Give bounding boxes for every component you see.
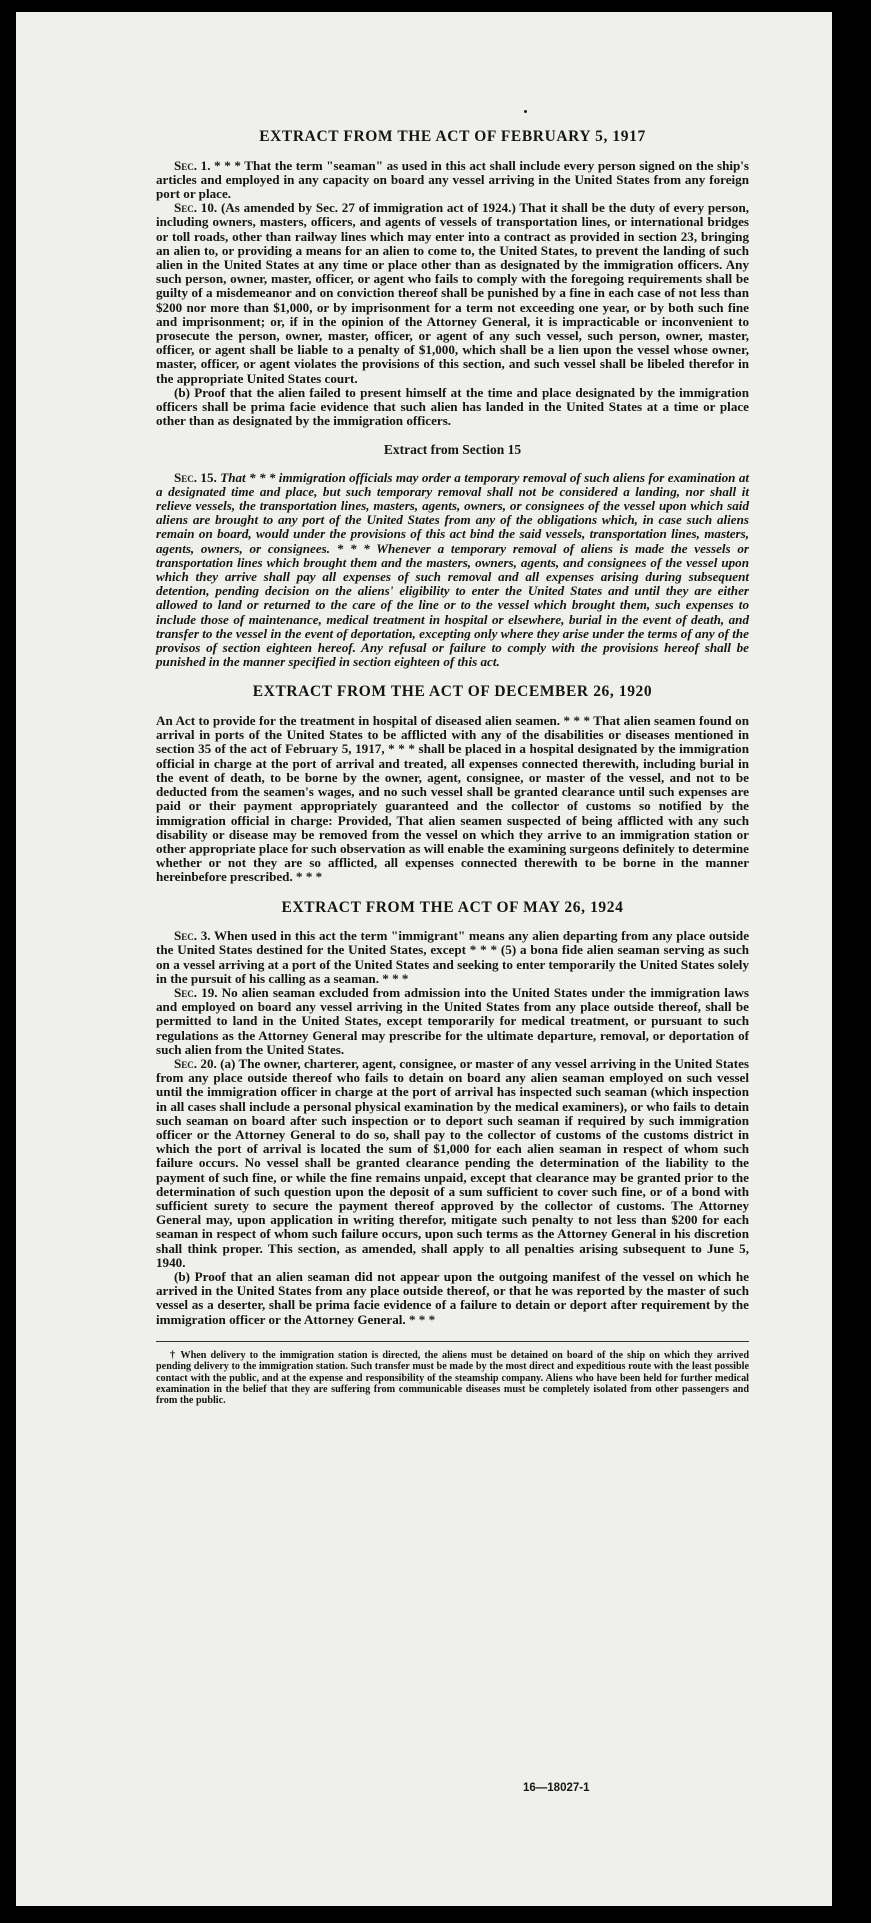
sec-15-label: Sec. 15. [174, 469, 217, 485]
sec-19-label: Sec. 19. [174, 984, 218, 1000]
sec-15-text: That * * * immigration officials may order a temporary removal of such aliens for examination at a designated time and place, but such temporary removal shall not be considered a landing, nor shall it relieve vessels, the transportation lines, masters, agents, owners, or consignees of the vessel upon which said aliens are brought to any port of the United States from any of the obligations which, in case such aliens remain on board, would under the provisions of this act bind the said vessels, transportation lines, masters, agents, owners, or consignees. * * * Whenever a temporary removal of aliens is made the vessels or transportation lines which brought them and the masters, owners, agents, and consignees of the vessel upon which they arrive shall pay all expenses of such removal and all expenses arising during subsequent detention, pending decision on the aliens' eligibility to enter the United States and until they are either allowed to land or returned to the care of the line or to the vessel which brought them, such expenses to include those of maintenance, medical treatment in hospital or elsewhere, burial in the event of death, and transfer to the vessel in the event of deportation, excepting only where they arise under the terms of any of the provisos of section eighteen hereof. Any refusal or failure to comply with the provisions hereof shall be punished in the manner specified in section eighteen of this act. [156, 469, 749, 670]
speck [524, 110, 527, 113]
heading-act-1917: EXTRACT FROM THE ACT OF FEBRUARY 5, 1917 [259, 128, 646, 145]
sec-3-paragraph [156, 929, 749, 986]
document-page [16, 12, 832, 1906]
sec-10-label: Sec. 10. [174, 200, 218, 216]
section-1924 [156, 929, 749, 1327]
heading-act-1924: EXTRACT FROM THE ACT OF MAY 26, 1924 [281, 898, 624, 916]
act-1920-paragraph: An Act to provide for the treatment in hospital of diseased alien seamen. * * * That alien seamen found on arrival in ports of the United States to be afflicted with any of the disabilities or diseases mentioned in section 35 of the act of February 5, 1917, * * * shall be placed in a hospital designated by the immigration official in charge at the port of arrival and treated, all expenses connected therewith, including burial in the event of death, to be borne by the owner, agent, consignee, or master of the vessel, and not to be deducted from the seamen's wages, and no such vessel shall be granted clearance until such expenses are paid or their payment appropriately guaranteed and the collector of customs so notified by the immigration official in charge: Provided, That alien seamen suspected of being afflicted with any such disability or disease may be removed from the vessel on which they arrive to an immigration station or other appropriate place for such observation as will enable the examining surgeons definitely to determine whether or not they are so afflicted, all expenses connected therewith to be borne in the manner hereinbefore prescribed. * * * [156, 713, 749, 885]
sec-20b-paragraph: (b) Proof that an alien seaman did not appear upon the outgoing manifest of the vessel on which he arrived in the United States from any place outside thereof, or that he was reported by the master of such vessel as a deserter, shall be prima facie evidence of a failure to detain or deport after requirement by the immigration officer or the Attorney General. * * * [156, 1268, 749, 1327]
subheading-section-15: Extract from Section 15 [383, 442, 522, 458]
sec-20-text: (a) The owner, charterer, agent, consignee, or master of any vessel arriving in the United States from any place outside thereof who fails to detain on board any alien seaman employed on such vessel until the immigration officer in charge at the port of arrival has inspected such seaman (which inspection in all cases shall include a personal physical examination by the medical examiners), or who fails to detain such seaman on board after such inspection or to deport such seaman if required by such immigration officer or the Attorney General to do so, shall pay to the collector of customs of the customs district in which the port of arrival is located the sum of $1,000 for each alien seaman in respect of whom such failure occurs. No vessel shall be granted clearance pending the determination of the liability to the payment of such fine, or while the fine remains unpaid, except that clearance may be granted prior to the determination of such question upon the deposit of a sum sufficient to cover such fine, or of a bond with sufficient surety to secure the payment thereof approved by the collector of customs. The Attorney General may, upon application in writing therefor, mitigate such penalty to not less than $200 for each seaman in respect of whom such failure occurs, upon such terms as the Attorney General in his discretion shall think proper. This section, as amended, shall apply to all penalties arising subsequent to June 5, 1940. [156, 1055, 749, 1270]
sec-19-paragraph [156, 986, 749, 1057]
heading-act-1920: EXTRACT FROM THE ACT OF DECEMBER 26, 1920 [252, 683, 653, 701]
section-1917 [156, 159, 749, 429]
sec-3-label: Sec. 3. [174, 928, 211, 944]
sec-20-label: Sec. 20. [174, 1055, 217, 1071]
footnote: † When delivery to the immigration station is directed, the aliens must be detained on board of the ship on which they arrived pending delivery to the immigration station. Such transfer must be made by the most direct and expeditious route with the least possible contact with the public, and at the expense and responsibility of the steamship company. Aliens who have been held for further medical examination in the belief that they are suffering from communicable diseases must be completely isolated from other passengers and from the public. [156, 1349, 749, 1407]
sec-15-paragraph [156, 471, 749, 670]
document-body [156, 128, 749, 1407]
sec-20-paragraph [156, 1057, 749, 1270]
sec-3-text: When used in this act the term "immigrant" means any alien departing from any place outside the United States destined for the United States, except * * * (5) a bona fide alien seaman serving as such on a vessel arriving at a port of the United States and seeking to enter temporarily the United States solely in the pursuit of his calling as a seaman. * * * [156, 928, 750, 986]
document-code: 16—18027-1 [523, 1782, 590, 1794]
section-1920 [156, 714, 749, 884]
sec-10-text: (As amended by Sec. 27 of immigration act of 1924.) That it shall be the duty of every person, including owners, masters, officers, and agents of vessels of transportation lines, or international bridges or toll roads, other than railway lines which may enter into a contract as provided in section 23, bringing an alien to, or providing a means for an alien to come to, the United States, to prevent the landing of such alien in the United States at any time or place other than as designated by the immigration officers. Any such person, owner, master, officer, or agent who fails to comply with the foregoing requirements shall be guilty of a misdemeanor and on conviction thereof shall be punished by a fine in each case of not less than $200 nor more than $1,000, or by imprisonment for a term not exceeding one year, or by both such fine and imprisonment; or, if in the opinion of the Attorney General, it is impracticable or inconvenient to prosecute the person, owner, master, officer, or agent of any such vessel, such person, owner, master, officer, or agent shall be liable to a penalty of $1,000, which shall be a lien upon the vessel whose owner, master, officer, or agent violates the provisions of this section, and such vessel shall be libeled therefor in the appropriate United States court. [156, 200, 749, 386]
sec-10b-paragraph: (b) Proof that the alien failed to present himself at the time and place designated by the immigration officers shall be prima facie evidence that such alien has landed in the United States at a time or place other than as designated by the immigration officers. [156, 384, 749, 429]
sec-19-text: No alien seaman excluded from admission into the United States under the immigration laws and employed on board any vessel arriving in the United States from any place outside thereof, shall be permitted to land in the United States, except temporarily for medical treatment, or pursuant to such regulations as the Attorney General may prescribe for the ultimate departure, removal, or deportation of such alien from the United States. [156, 984, 749, 1057]
footnote-divider [156, 1341, 749, 1342]
section-15 [156, 471, 749, 670]
sec-1-text: * * * That the term "seaman" as used in this act shall include every person signed on the ship's articles and employed in any capacity on board any vessel arriving in the United States from any foreign port or place. [156, 157, 749, 201]
sec-10-paragraph [156, 201, 749, 386]
sec-1-paragraph [156, 159, 749, 202]
sec-1-label: Sec. 1. [174, 157, 211, 173]
